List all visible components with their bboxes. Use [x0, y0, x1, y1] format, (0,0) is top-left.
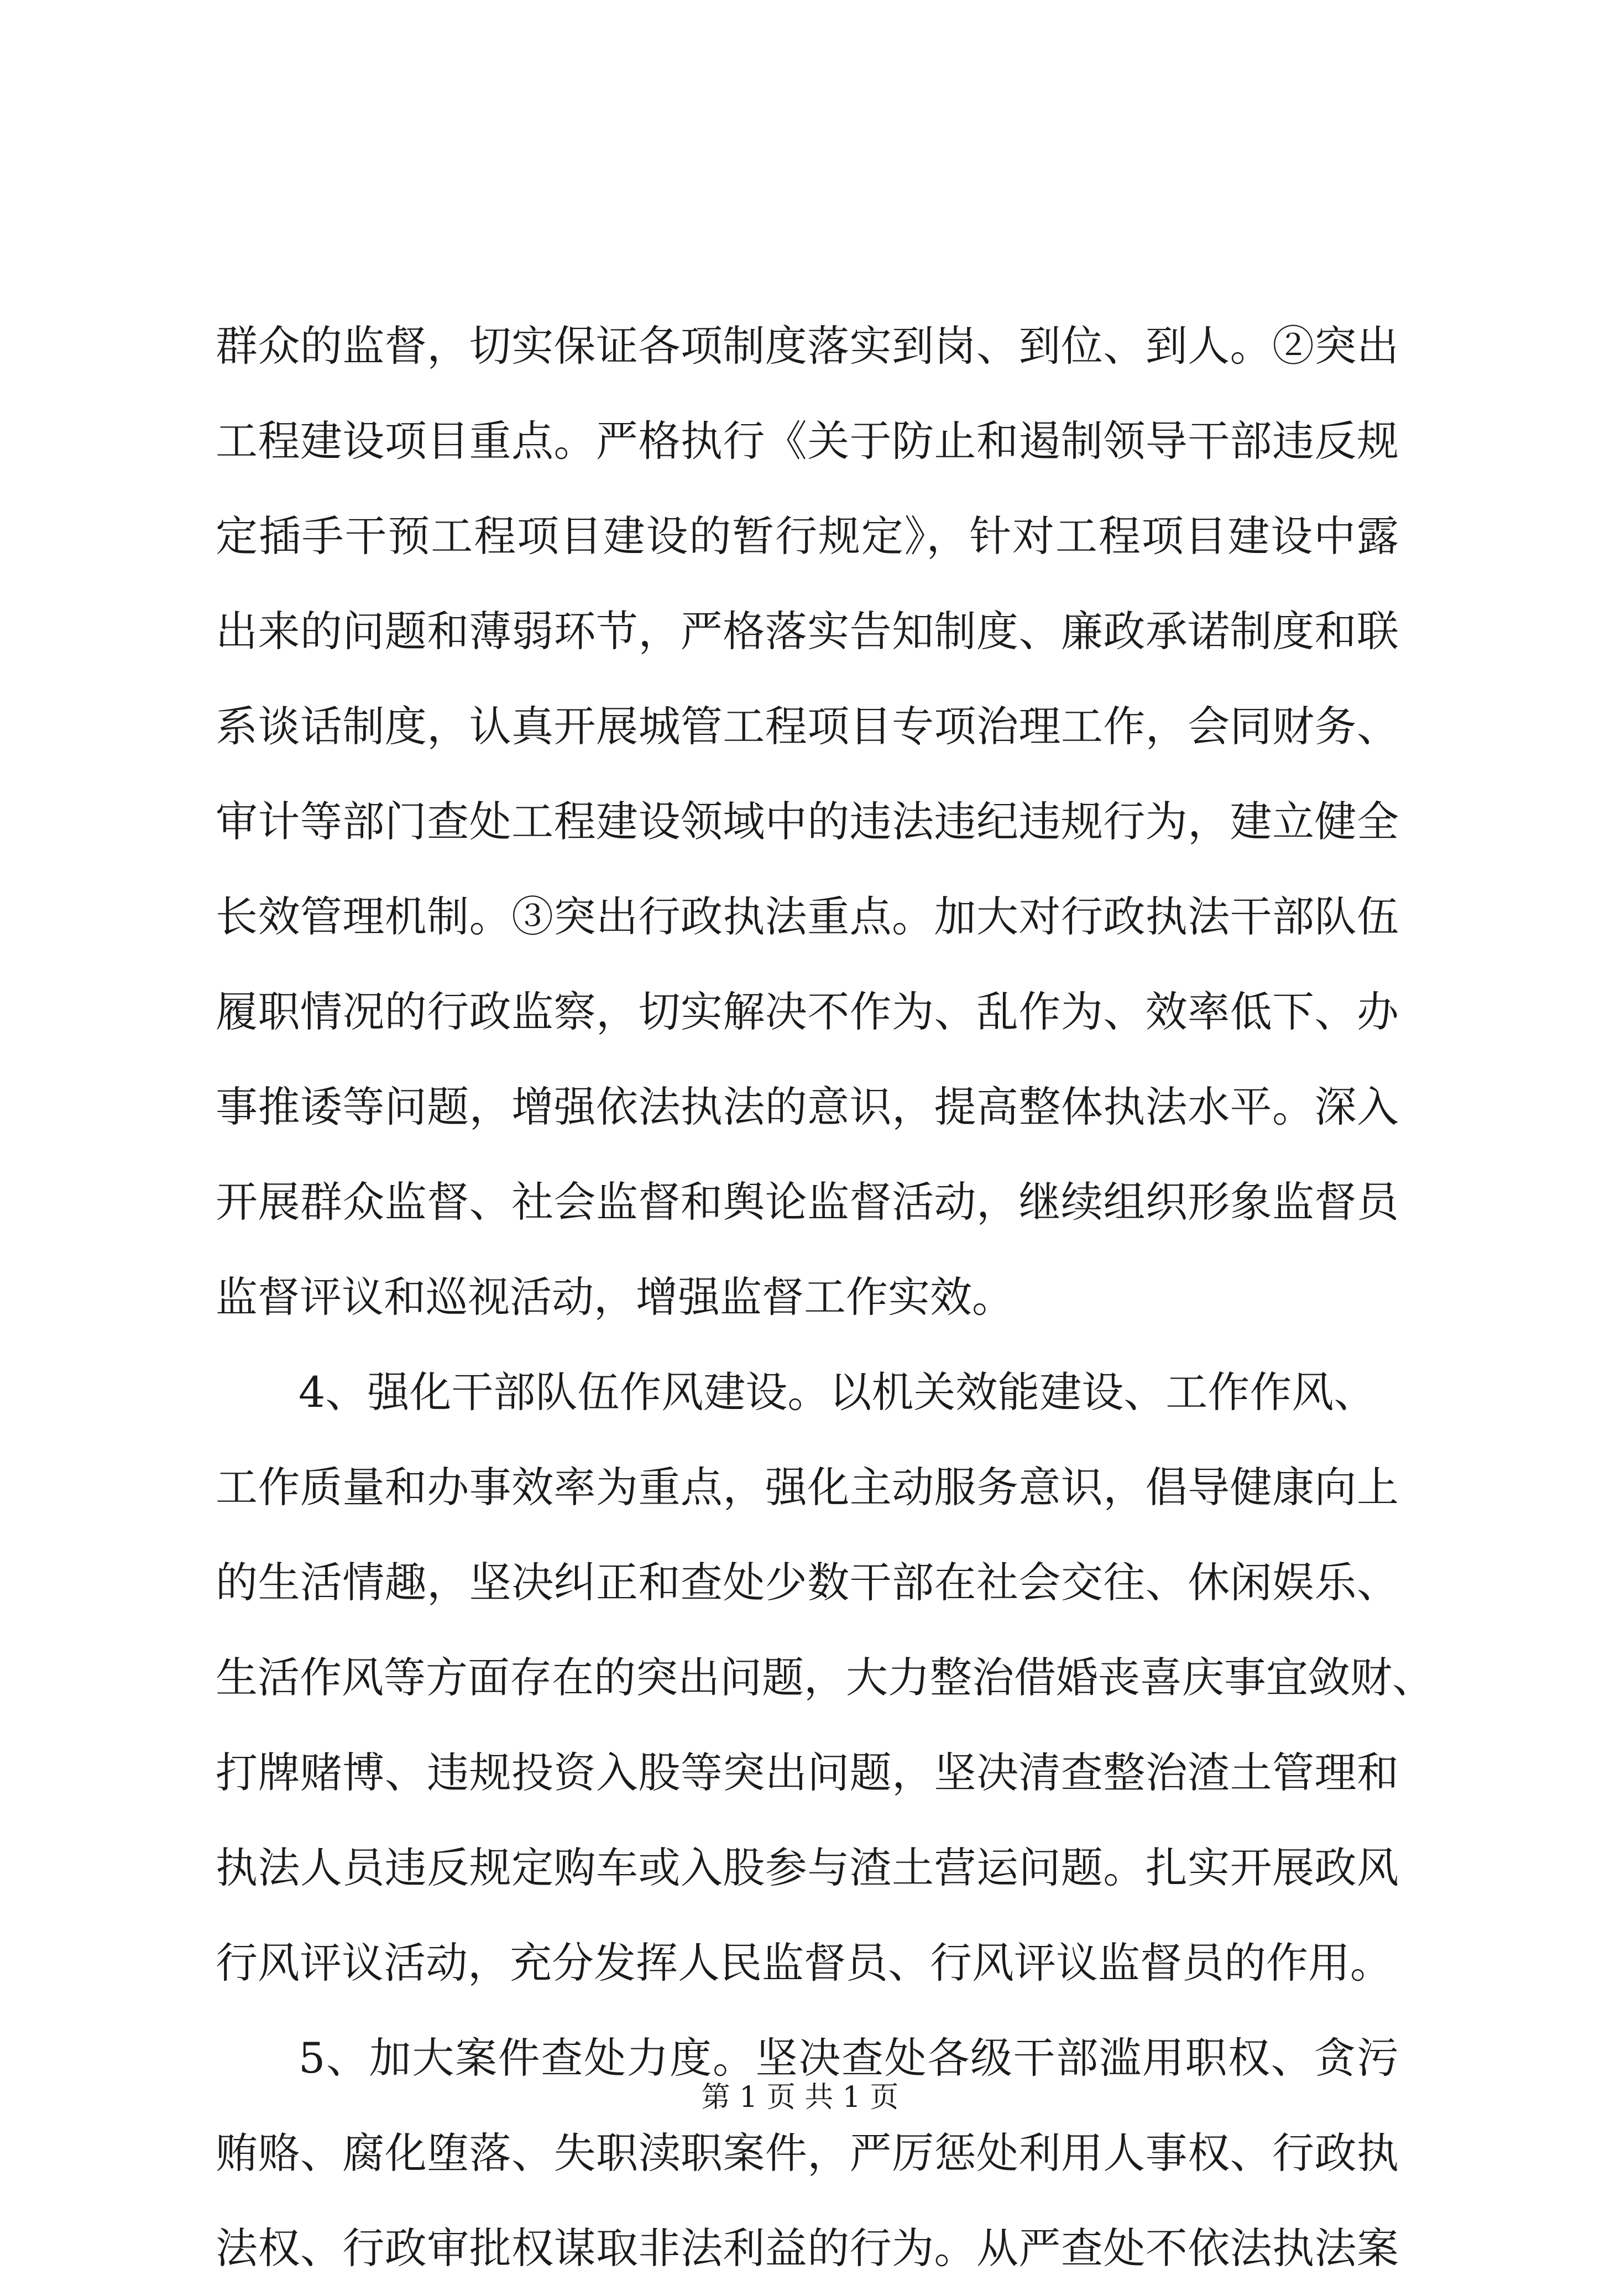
paragraph-1-line-9: 事推诿等问题，增强依法执法的意识，提高整体执法水平。深入 [216, 1082, 1399, 1131]
paragraph-1-line-11: 监督评议和巡视活动，增强监督工作实效。 [216, 1272, 1014, 1322]
paragraph-1-line-7: 长效管理机制。③突出行政执法重点。加大对行政执法干部队伍 [216, 892, 1399, 941]
paragraph-2-line-1: 4、强化干部队伍作风建设。以机关效能建设、工作作风、 [299, 1368, 1376, 1417]
document-body [216, 299, 1434, 2296]
page-number-footer: 第 1 页 共 1 页 [701, 2081, 899, 2114]
paragraph-2-line-4: 生活作风等方面存在的突出问题，大力整治借婚丧喜庆事宜敛财、 [216, 1653, 1434, 1702]
paragraph-1-line-6: 审计等部门查处工程建设领域中的违法违纪违规行为，建立健全 [216, 797, 1399, 846]
paragraph-3-line-3: 法权、行政审批权谋取非法利益的行为。从严查处不依法执法案 [216, 2224, 1399, 2273]
paragraph-1-line-8: 履职情况的行政监察，切实解决不作为、乱作为、效率低下、办 [216, 987, 1399, 1036]
paragraph-2-line-3: 的生活情趣，坚决纠正和查处少数干部在社会交往、休闲娱乐、 [216, 1558, 1399, 1607]
paragraph-2-line-7: 行风评议活动，充分发挥人民监督员、行风评议监督员的作用。 [216, 1938, 1392, 1987]
paragraph-1-line-3: 定插手干预工程项目建设的暂行规定》，针对工程项目建设中露 [216, 512, 1399, 561]
paragraph-1-line-4: 出来的问题和薄弱环节，严格落实告知制度、廉政承诺制度和联 [216, 607, 1399, 656]
paragraph-2-line-6: 执法人员违反规定购车或入股参与渣土营运问题。扎实开展政风 [216, 1843, 1399, 1892]
paragraph-1-line-5: 系谈话制度，认真开展城管工程项目专项治理工作，会同财务、 [216, 702, 1399, 751]
paragraph-1-line-10: 开展群众监督、社会监督和舆论监督活动，继续组织形象监督员 [216, 1177, 1399, 1227]
paragraph-3-line-2: 贿赂、腐化堕落、失职渎职案件，严厉惩处利用人事权、行政执 [216, 2128, 1399, 2178]
paragraph-1-line-2: 工程建设项目重点。严格执行《关于防止和遏制领导干部违反规 [216, 416, 1399, 466]
paragraph-2-line-5: 打牌赌博、违规投资入股等突出问题，坚决清查整治渣土管理和 [216, 1748, 1399, 1797]
paragraph-2-line-2: 工作质量和办事效率为重点，强化主动服务意识，倡导健康向上 [216, 1463, 1399, 1512]
paragraph-3-line-1: 5、加大案件查处力度。坚决查处各级干部滥用职权、贪污 [299, 2033, 1399, 2083]
paragraph-1-line-1: 群众的监督，切实保证各项制度落实到岗、到位、到人。②突出 [216, 321, 1399, 371]
